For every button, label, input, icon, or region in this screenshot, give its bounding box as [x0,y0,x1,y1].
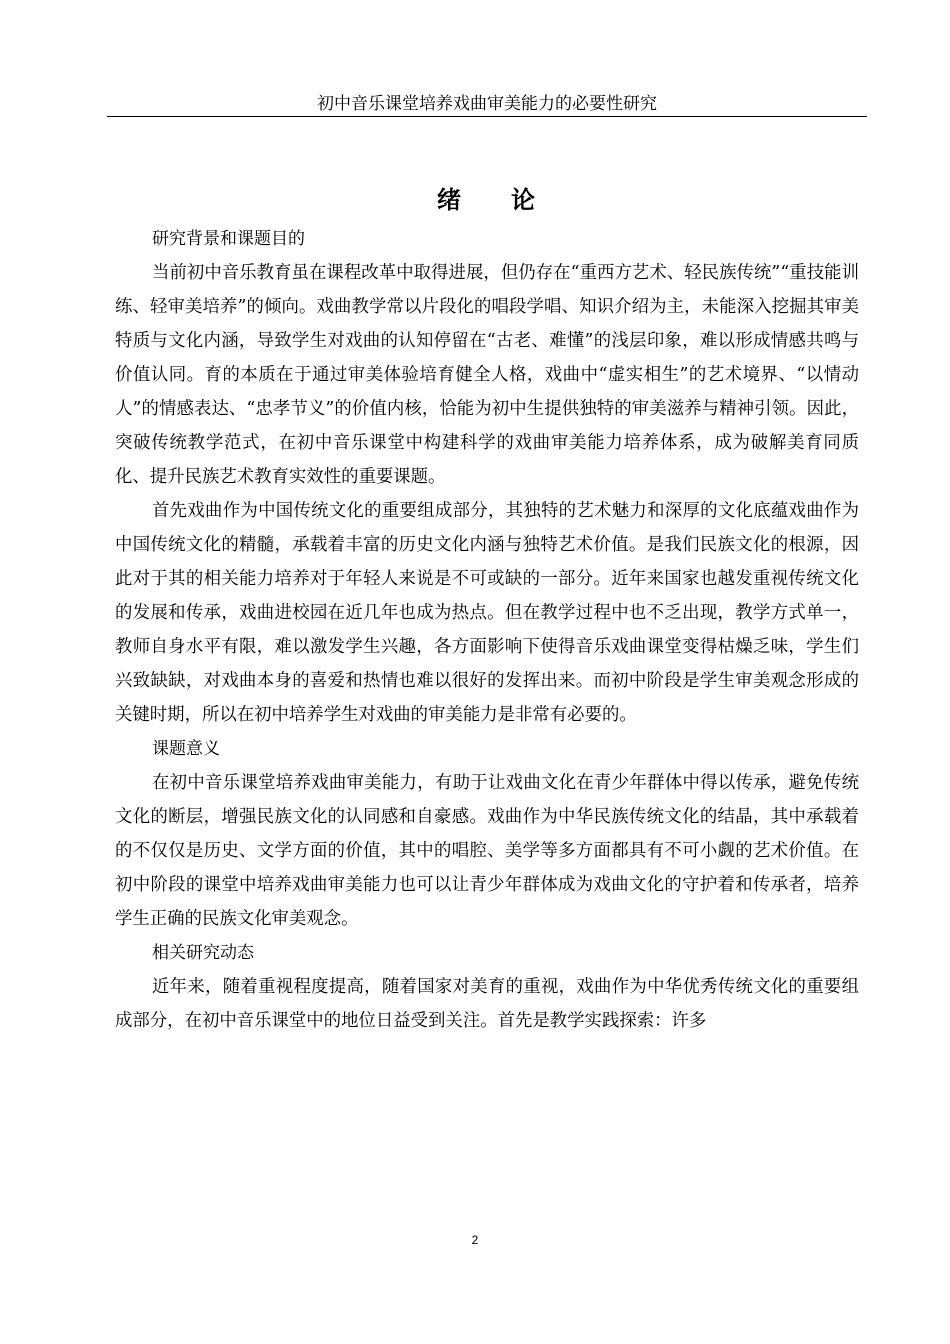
paragraph: 首先戏曲作为中国传统文化的重要组成部分，其独特的艺术魅力和深厚的文化底蕴戏曲作为中国传统文化的精髓，承载着丰富的历史文化内涵与独特艺术价值。是我们民族文化的根源，因此对于其的相关能力培养对于年轻人来说是不可或缺的一部分。近年来国家也越发重视传统文化的发展和传承，戏曲进校园在近几年也成为热点。但在教学过程中也不乏出现，教学方式单一，教师自身水平有限，难以激发学生兴趣，各方面影响下使得音乐戏曲课堂变得枯燥乏味，学生们兴致缺缺，对戏曲本身的喜爱和热情也难以很好的发挥出来。而初中阶段是学生审美观念形成的关键时期，所以在初中培养学生对戏曲的审美能力是非常有必要的。 [115,501,859,725]
header-rule [107,116,867,117]
paragraph: 近年来，随着重视程度提高，随着国家对美育的重视，戏曲作为中华优秀传统文化的重要组成部分，在初中音乐课堂中的地位日益受到关注。首先是教学实践探索：许多 [115,977,859,1031]
paragraph: 当前初中音乐教育虽在课程改革中取得进展，但仍存在“重西方艺术、轻民族传统”“重技能训练、轻审美培养”的倾向。戏曲教学常以片段化的唱段学唱、知识介绍为主，未能深入挖掘其审美特质与文化内涵，导致学生对戏曲的认知停留在“古老、难懂”的浅层印象，难以形成情感共鸣与价值认同。育的本质在于通过审美体验培育健全人格，戏曲中“虚实相生”的艺术境界、“以情动人”的情感表达、“忠孝节义”的价值内核，恰能为初中生提供独特的审美滋养与精神引领。因此，突破传统教学范式，在初中音乐课堂中构建科学的戏曲审美能力培养体系，成为破解美育同质化、提升民族艺术教育实效性的重要课题。 [115,263,859,487]
section-heading-background: 研究背景和课题目的 [152,229,305,249]
chapter-title-char-1: 绪 [437,185,463,214]
chapter-title [107,183,867,217]
section-heading-significance: 课题意义 [152,739,220,759]
paragraph: 在初中音乐课堂培养戏曲审美能力，有助于让戏曲文化在青少年群体中得以传承，避免传统文化的断层，增强民族文化的认同感和自豪感。戏曲作为中华民族传统文化的结晶，其中承载着的不仅仅是历史、文学方面的价值，其中的唱腔、美学等多方面都具有不可小觑的艺术价值。在初中阶段的课堂中培养戏曲审美能力也可以让青少年群体成为戏曲文化的守护着和传承者，培养学生正确的民族文化审美观念。 [115,773,859,929]
section-heading-research: 相关研究动态 [152,943,254,963]
chapter-title-char-2: 论 [511,185,537,214]
running-header-title: 初中音乐课堂培养戏曲审美能力的必要性研究 [317,94,657,114]
page-number: 2 [471,1233,479,1247]
document-body [115,222,859,1038]
